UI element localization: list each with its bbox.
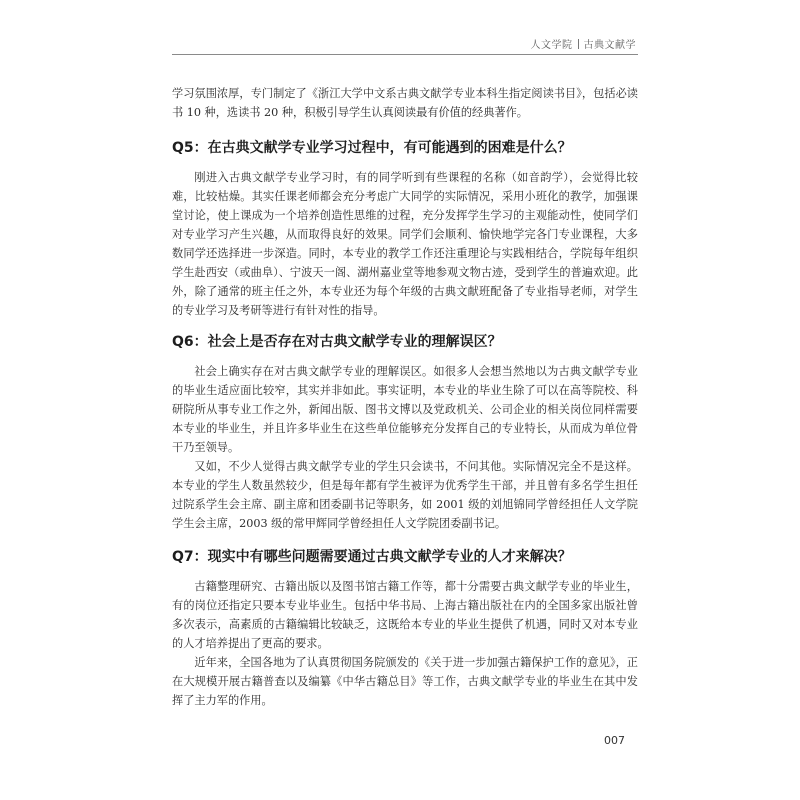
page-number: 007: [604, 734, 625, 747]
question-5-paragraph-1: 刚进入古典文献学专业学习时，有的同学听到有些课程的名称（如音韵学），会觉得比较难，比较枯燥。其实任课老师都会充分考虑广大同学的实际情况，采用小班化的教学，加强课堂讨论，使上课成为一个培养创造性思维的过程，充分发挥学生学习的主观能动性，使同学们对专业学习产生兴趣，从而取得良好的效果。同学们会顺利、愉快地学完各门专业课程，大多数同学还选择进一步深造。同时，本专业的教学工作还注重理论与实践相结合，学院每年组织学生赴西安（或曲阜）、宁波天一阁、湖州嘉业堂等地参观文物古迹，受到学生的普遍欢迎。此外，除了通常的班主任之外，本专业还为每个年级的古典文献班配备了专业指导老师，对学生的专业学习及考研等进行有针对性的指导。: [172, 171, 638, 317]
header-text: [531, 36, 637, 51]
header-divider: [578, 39, 579, 49]
question-7-paragraph-1: 古籍整理研究、古籍出版以及图书馆古籍工作等，都十分需要古典文献学专业的毕业生，有的岗位还指定只要本专业毕业生。包括中华书局、上海古籍出版社在内的全国多家出版社曾多次表示，高素质的古籍编辑比较缺乏，这既给本专业的毕业生提供了机遇，同时又对本专业的人才培养提出了更高的要求。: [172, 580, 638, 650]
header-subject: 古典文献学: [583, 40, 636, 51]
page-body: [172, 84, 638, 710]
question-6-paragraph-1: 社会上确实存在对古典文献学专业的理解误区。如很多人会想当然地以为古典文献学专业的毕业生适应面比较窄，其实并非如此。事实证明，本专业的毕业生除了可以在高等院校、科研院所从事专业工作之外，新闻出版、图书文博以及党政机关、公司企业的相关岗位同样需要本专业的毕业生，并且许多毕业生在这些单位能够充分发挥自己的专业特长，从而成为单位骨干乃至领导。: [172, 365, 638, 454]
running-header: [172, 34, 638, 55]
question-5-heading: Q5：在古典文献学专业学习过程中，有可能遇到的困难是什么？: [172, 140, 572, 156]
header-section: 人文学院: [530, 40, 573, 51]
question-7-heading: Q7：现实中有哪些问题需要通过古典文献学专业的人才来解决？: [172, 549, 572, 565]
question-6-paragraph-2: 又如，不少人觉得古典文献学专业的学生只会读书，不问其他。实际情况完全不是这样。本专业的学生人数虽然较少，但是每年都有学生被评为优秀学生干部，并且曾有多名学生担任过院系学生会主席、副主席和团委副书记等职务，如 2001 级的刘旭锦同学曾经担任人文学院学生会主席，2003 级的常甲辉同学曾经担任人文学院团委副书记。: [172, 460, 638, 530]
intro-paragraph: 学习氛围浓厚，专门制定了《浙江大学中文系古典文献学专业本科生指定阅读书目》，包括必读书 10 种，选读书 20 种，积极引导学生认真阅读最有价值的经典著作。: [172, 87, 638, 119]
question-6-heading: Q6：社会上是否存在对古典文献学专业的理解误区？: [172, 334, 502, 350]
question-7-paragraph-2: 近年来，全国各地为了认真贯彻国务院颁发的《关于进一步加强古籍保护工作的意见》，正在大规模开展古籍普查以及编纂《中华古籍总目》等工作，古典文献学专业的毕业生在其中发挥了主力军的作用。: [172, 656, 638, 707]
